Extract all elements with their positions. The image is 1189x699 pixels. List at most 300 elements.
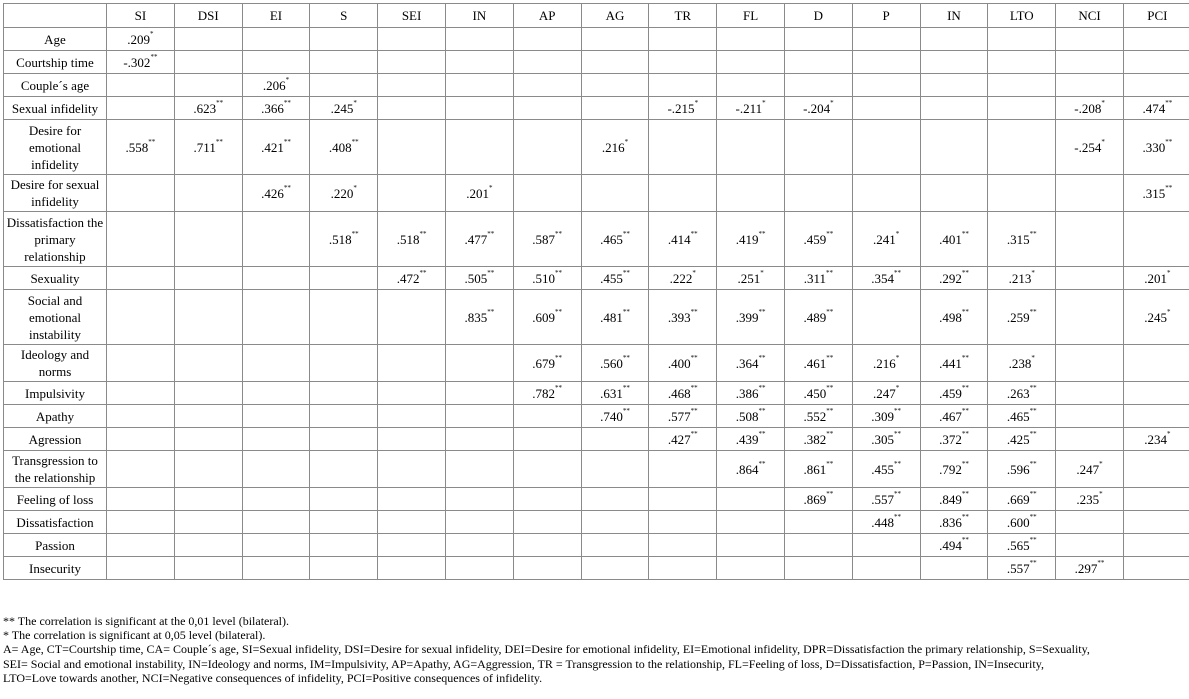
correlation-cell <box>649 511 717 534</box>
correlation-cell <box>649 557 717 580</box>
significance-marker: * <box>830 98 834 107</box>
correlation-value: .459 <box>803 231 827 247</box>
correlation-cell <box>378 290 446 345</box>
correlation-cell <box>1123 451 1189 488</box>
significance-marker: ** <box>826 268 833 277</box>
correlation-cell <box>649 74 717 97</box>
correlation-value: .849 <box>939 491 962 507</box>
significance-marker: ** <box>690 353 698 362</box>
row-label: Sexual infidelity <box>4 97 107 120</box>
correlation-value: .238 <box>1008 355 1032 371</box>
correlation-cell <box>378 120 446 175</box>
correlation-cell <box>920 74 988 97</box>
correlation-value: .245 <box>330 100 354 116</box>
correlation-cell <box>445 97 513 120</box>
correlation-value: .354 <box>871 270 895 286</box>
significance-marker: ** <box>961 268 969 277</box>
correlation-cell <box>445 345 513 382</box>
correlation-cell <box>581 175 649 212</box>
correlation-cell <box>1056 488 1124 511</box>
row-label: Passion <box>4 534 107 557</box>
correlation-cell <box>1056 345 1124 382</box>
significance-marker: ** <box>690 429 698 438</box>
correlation-cell <box>174 120 242 175</box>
correlation-cell <box>649 212 717 267</box>
correlation-value: .315 <box>1006 231 1030 247</box>
correlation-cell <box>107 175 175 212</box>
column-header: TR <box>649 4 717 28</box>
correlation-value: .494 <box>939 537 962 553</box>
correlation-cell <box>784 345 852 382</box>
correlation-cell <box>378 51 446 74</box>
correlation-cell <box>310 290 378 345</box>
correlation-cell <box>242 74 310 97</box>
correlation-cell <box>445 534 513 557</box>
correlation-cell <box>174 175 242 212</box>
correlation-cell <box>445 405 513 428</box>
correlation-cell <box>174 267 242 290</box>
correlation-cell <box>717 511 785 534</box>
correlation-cell <box>1056 428 1124 451</box>
correlation-cell <box>988 488 1056 511</box>
significance-marker: ** <box>419 268 427 277</box>
correlation-cell <box>107 97 175 120</box>
correlation-value: .393 <box>667 309 691 325</box>
correlation-cell <box>1056 267 1124 290</box>
correlation-value: .472 <box>396 270 420 286</box>
correlation-cell <box>1123 534 1189 557</box>
correlation-cell <box>852 382 920 405</box>
significance-marker: * <box>895 229 900 238</box>
significance-marker: ** <box>283 183 291 192</box>
significance-marker: ** <box>487 307 495 316</box>
correlation-cell <box>378 511 446 534</box>
correlation-value: .309 <box>871 408 895 424</box>
significance-marker: * <box>1031 268 1035 277</box>
correlation-value: .426 <box>261 185 284 201</box>
correlation-cell <box>174 97 242 120</box>
table-row <box>4 488 1189 511</box>
correlation-value: .609 <box>532 309 556 325</box>
correlation-value: .498 <box>939 309 962 325</box>
correlation-cell <box>581 345 649 382</box>
correlation-table-container <box>3 3 1185 580</box>
correlation-cell <box>717 28 785 51</box>
correlation-value: .330 <box>1142 139 1166 155</box>
correlation-value: .623 <box>193 100 217 116</box>
correlation-cell <box>581 405 649 428</box>
correlation-cell <box>242 488 310 511</box>
table-row <box>4 97 1189 120</box>
correlation-value: .510 <box>532 270 556 286</box>
correlation-cell <box>988 290 1056 345</box>
column-header: D <box>784 4 852 28</box>
correlation-value: .414 <box>667 231 691 247</box>
correlation-cell <box>378 428 446 451</box>
correlation-cell <box>988 511 1056 534</box>
significance-marker: ** <box>555 229 563 238</box>
correlation-cell <box>242 212 310 267</box>
significance-marker: ** <box>215 137 223 146</box>
note-significance-001: ** The correlation is significant at the 0,01 level (bilateral). <box>3 614 290 628</box>
significance-marker: ** <box>961 459 969 468</box>
correlation-value: .679 <box>532 355 556 371</box>
correlation-value: .247 <box>1076 461 1100 477</box>
correlation-value: .292 <box>939 270 962 286</box>
significance-marker: ** <box>555 307 563 316</box>
correlation-cell <box>649 28 717 51</box>
significance-marker: ** <box>1165 98 1173 107</box>
correlation-cell <box>920 51 988 74</box>
correlation-value: .366 <box>261 100 284 116</box>
correlation-cell <box>649 120 717 175</box>
significance-marker: ** <box>961 535 969 544</box>
correlation-cell <box>513 557 581 580</box>
significance-marker: ** <box>826 307 834 316</box>
correlation-cell <box>378 451 446 488</box>
significance-marker: ** <box>758 383 766 392</box>
correlation-cell <box>784 74 852 97</box>
significance-marker: ** <box>216 98 224 107</box>
correlation-value: .209 <box>127 31 151 47</box>
correlation-value: .869 <box>803 491 827 507</box>
correlation-value: .247 <box>873 385 896 401</box>
correlation-value: .427 <box>667 431 691 447</box>
correlation-cell <box>784 267 852 290</box>
correlation-cell <box>378 212 446 267</box>
correlation-cell <box>378 405 446 428</box>
correlation-cell <box>852 534 920 557</box>
correlation-cell <box>513 511 581 534</box>
correlation-cell <box>920 451 988 488</box>
correlation-cell <box>310 212 378 267</box>
correlation-value: .631 <box>600 385 623 401</box>
correlation-value: .459 <box>939 385 962 401</box>
correlation-cell <box>513 428 581 451</box>
note-abbreviations-1: A= Age, CT=Courtship time, CA= Couple´s age, SI=Sexual infidelity, DSI=Desire for sexual infidelity, DEI=Desire for emotional infidelity, EI=Emotional infidelity, DPR=Dissatisfaction the primary relationship, S=Sexuality, <box>3 642 1090 657</box>
correlation-value: .481 <box>600 309 623 325</box>
significance-marker: ** <box>961 512 969 521</box>
correlation-cell <box>107 428 175 451</box>
correlation-cell <box>310 488 378 511</box>
correlation-cell <box>988 51 1056 74</box>
correlation-value: .401 <box>939 231 962 247</box>
correlation-value: .587 <box>532 231 556 247</box>
correlation-value: .201 <box>1144 270 1167 286</box>
correlation-cell <box>649 345 717 382</box>
correlation-cell <box>581 97 649 120</box>
correlation-cell <box>174 428 242 451</box>
significance-marker: * <box>624 137 629 146</box>
correlation-cell <box>988 74 1056 97</box>
table-row <box>4 405 1189 428</box>
row-label: Social and emotional instability <box>4 290 107 345</box>
row-label: Feeling of loss <box>4 488 107 511</box>
correlation-cell <box>378 28 446 51</box>
table-row <box>4 51 1189 74</box>
correlation-cell <box>513 345 581 382</box>
correlation-value: -.204 <box>803 100 831 116</box>
correlation-cell <box>378 175 446 212</box>
significance-marker: ** <box>1029 383 1037 392</box>
correlation-cell <box>378 97 446 120</box>
column-header: AP <box>513 4 581 28</box>
correlation-value: .399 <box>735 309 759 325</box>
correlation-cell <box>1056 382 1124 405</box>
significance-marker: ** <box>961 353 969 362</box>
significance-marker: ** <box>622 307 630 316</box>
correlation-value: .297 <box>1074 560 1098 576</box>
correlation-cell <box>920 534 988 557</box>
significance-marker: * <box>760 268 764 277</box>
correlation-cell <box>1056 405 1124 428</box>
correlation-cell <box>988 534 1056 557</box>
correlation-value: .461 <box>803 355 827 371</box>
correlation-cell <box>445 267 513 290</box>
correlation-cell <box>717 267 785 290</box>
correlation-value: .259 <box>1006 309 1030 325</box>
correlation-cell <box>310 534 378 557</box>
correlation-value: .421 <box>261 139 284 155</box>
table-header-row <box>4 4 1189 28</box>
significance-marker: ** <box>1029 558 1037 567</box>
correlation-cell <box>174 212 242 267</box>
correlation-cell <box>1056 290 1124 345</box>
significance-marker: * <box>895 383 900 392</box>
column-header: IN <box>445 4 513 28</box>
correlation-cell <box>852 28 920 51</box>
correlation-value: .382 <box>803 431 827 447</box>
correlation-value: .201 <box>466 185 489 201</box>
column-header: LTO <box>988 4 1056 28</box>
correlation-cell <box>107 382 175 405</box>
correlation-value: .251 <box>737 270 761 286</box>
correlation-cell <box>784 212 852 267</box>
significance-marker: ** <box>1029 535 1037 544</box>
correlation-cell <box>1123 51 1189 74</box>
correlation-cell <box>581 511 649 534</box>
correlation-cell <box>242 267 310 290</box>
correlation-cell <box>174 290 242 345</box>
column-header: SEI <box>378 4 446 28</box>
correlation-cell <box>920 405 988 428</box>
correlation-value: .465 <box>600 231 623 247</box>
significance-marker: ** <box>826 229 834 238</box>
correlation-value: .669 <box>1006 491 1030 507</box>
correlation-cell <box>920 511 988 534</box>
table-row <box>4 557 1189 580</box>
correlation-cell <box>513 74 581 97</box>
correlation-cell <box>852 345 920 382</box>
correlation-cell <box>445 290 513 345</box>
correlation-value: .419 <box>735 231 759 247</box>
correlation-cell <box>852 51 920 74</box>
correlation-cell <box>717 534 785 557</box>
significance-marker: * <box>1101 98 1105 107</box>
correlation-cell <box>174 74 242 97</box>
significance-marker: * <box>694 98 699 107</box>
correlation-value: .400 <box>667 355 691 371</box>
note-abbreviations-3: LTO=Love towards another, NCI=Negative consequences of infidelity, PCI=Positive consequences of infidelity. <box>3 670 543 685</box>
significance-marker: ** <box>1029 512 1037 521</box>
correlation-cell <box>242 534 310 557</box>
column-header: FL <box>717 4 785 28</box>
correlation-cell <box>174 345 242 382</box>
significance-marker: ** <box>826 353 834 362</box>
significance-marker: ** <box>894 512 902 521</box>
correlation-cell <box>649 534 717 557</box>
correlation-cell <box>1123 428 1189 451</box>
correlation-cell <box>513 488 581 511</box>
correlation-cell <box>1123 382 1189 405</box>
column-header: SI <box>107 4 175 28</box>
correlation-value: .234 <box>1144 431 1167 447</box>
correlation-cell <box>920 382 988 405</box>
correlation-cell <box>513 51 581 74</box>
significance-marker: ** <box>487 229 495 238</box>
significance-marker: ** <box>894 459 902 468</box>
significance-marker: ** <box>758 353 766 362</box>
significance-marker: ** <box>1029 429 1037 438</box>
correlation-cell <box>107 28 175 51</box>
correlation-cell <box>649 382 717 405</box>
correlation-cell <box>513 97 581 120</box>
correlation-cell <box>717 405 785 428</box>
correlation-cell <box>445 51 513 74</box>
correlation-cell <box>1056 74 1124 97</box>
correlation-value: .552 <box>803 408 827 424</box>
correlation-cell <box>310 511 378 534</box>
correlation-cell <box>107 405 175 428</box>
correlation-cell <box>310 345 378 382</box>
correlation-cell <box>445 212 513 267</box>
correlation-cell <box>988 212 1056 267</box>
note-significance-005: * The correlation is significant at 0,05 level (bilateral). <box>3 628 266 643</box>
correlation-value: .861 <box>803 461 827 477</box>
significance-marker: * <box>762 98 766 107</box>
table-row <box>4 267 1189 290</box>
correlation-cell <box>1056 28 1124 51</box>
correlation-value: .557 <box>1006 560 1030 576</box>
correlation-value: .711 <box>193 139 216 155</box>
correlation-cell <box>1123 120 1189 175</box>
correlation-value: .222 <box>669 270 693 286</box>
correlation-cell <box>920 120 988 175</box>
significance-marker: ** <box>555 353 563 362</box>
correlation-cell <box>1123 511 1189 534</box>
significance-marker: ** <box>758 307 766 316</box>
correlation-cell <box>242 382 310 405</box>
correlation-cell <box>581 212 649 267</box>
correlation-cell <box>1123 97 1189 120</box>
correlation-cell <box>445 428 513 451</box>
correlation-cell <box>242 511 310 534</box>
column-header: AG <box>581 4 649 28</box>
correlation-cell <box>310 74 378 97</box>
significance-marker: * <box>353 183 357 192</box>
row-label: Age <box>4 28 107 51</box>
significance-marker: ** <box>555 383 563 392</box>
correlation-value: .565 <box>1006 537 1030 553</box>
correlation-cell <box>378 488 446 511</box>
correlation-cell <box>242 428 310 451</box>
significance-marker: ** <box>1029 307 1037 316</box>
correlation-cell <box>581 488 649 511</box>
table-row <box>4 28 1189 51</box>
correlation-cell <box>1056 212 1124 267</box>
correlation-cell <box>717 290 785 345</box>
correlation-cell <box>513 534 581 557</box>
correlation-cell <box>445 175 513 212</box>
correlation-value: .489 <box>803 309 827 325</box>
correlation-value: .557 <box>871 491 895 507</box>
header-corner-cell <box>4 4 107 28</box>
correlation-cell <box>378 557 446 580</box>
correlation-cell <box>717 212 785 267</box>
correlation-value: .518 <box>328 231 352 247</box>
correlation-cell <box>1123 290 1189 345</box>
column-header: PCI <box>1123 4 1189 28</box>
correlation-cell <box>988 97 1056 120</box>
correlation-cell <box>310 51 378 74</box>
correlation-cell <box>988 557 1056 580</box>
correlation-value: .465 <box>1006 408 1030 424</box>
correlation-cell <box>242 290 310 345</box>
table-row <box>4 451 1189 488</box>
column-header: DSI <box>174 4 242 28</box>
correlation-value: .577 <box>667 408 691 424</box>
correlation-cell <box>717 488 785 511</box>
correlation-cell <box>920 345 988 382</box>
significance-marker: ** <box>961 406 969 415</box>
correlation-cell <box>717 97 785 120</box>
correlation-cell <box>581 290 649 345</box>
correlation-cell <box>988 405 1056 428</box>
correlation-cell <box>649 267 717 290</box>
significance-marker: ** <box>351 137 359 146</box>
significance-marker: ** <box>894 489 902 498</box>
correlation-cell <box>445 74 513 97</box>
correlation-cell <box>107 451 175 488</box>
correlation-cell <box>920 212 988 267</box>
correlation-cell <box>445 557 513 580</box>
row-label: Insecurity <box>4 557 107 580</box>
correlation-cell <box>920 290 988 345</box>
table-body <box>4 28 1189 580</box>
correlation-cell <box>581 428 649 451</box>
correlation-cell <box>717 345 785 382</box>
correlation-cell <box>242 120 310 175</box>
correlation-cell <box>649 428 717 451</box>
significance-marker: ** <box>758 406 766 415</box>
significance-marker: ** <box>690 307 698 316</box>
correlation-cell <box>1123 557 1189 580</box>
significance-marker: ** <box>961 429 969 438</box>
correlation-cell <box>310 451 378 488</box>
row-label: Transgression to the relationship <box>4 451 107 488</box>
significance-marker: ** <box>826 459 834 468</box>
correlation-cell <box>310 267 378 290</box>
correlation-cell <box>513 267 581 290</box>
correlation-cell <box>513 120 581 175</box>
table-row <box>4 175 1189 212</box>
correlation-value: .864 <box>735 461 759 477</box>
correlation-value: .792 <box>939 461 962 477</box>
significance-marker: ** <box>555 268 563 277</box>
correlation-cell <box>581 534 649 557</box>
correlation-value: -.254 <box>1074 139 1102 155</box>
correlation-cell <box>852 267 920 290</box>
